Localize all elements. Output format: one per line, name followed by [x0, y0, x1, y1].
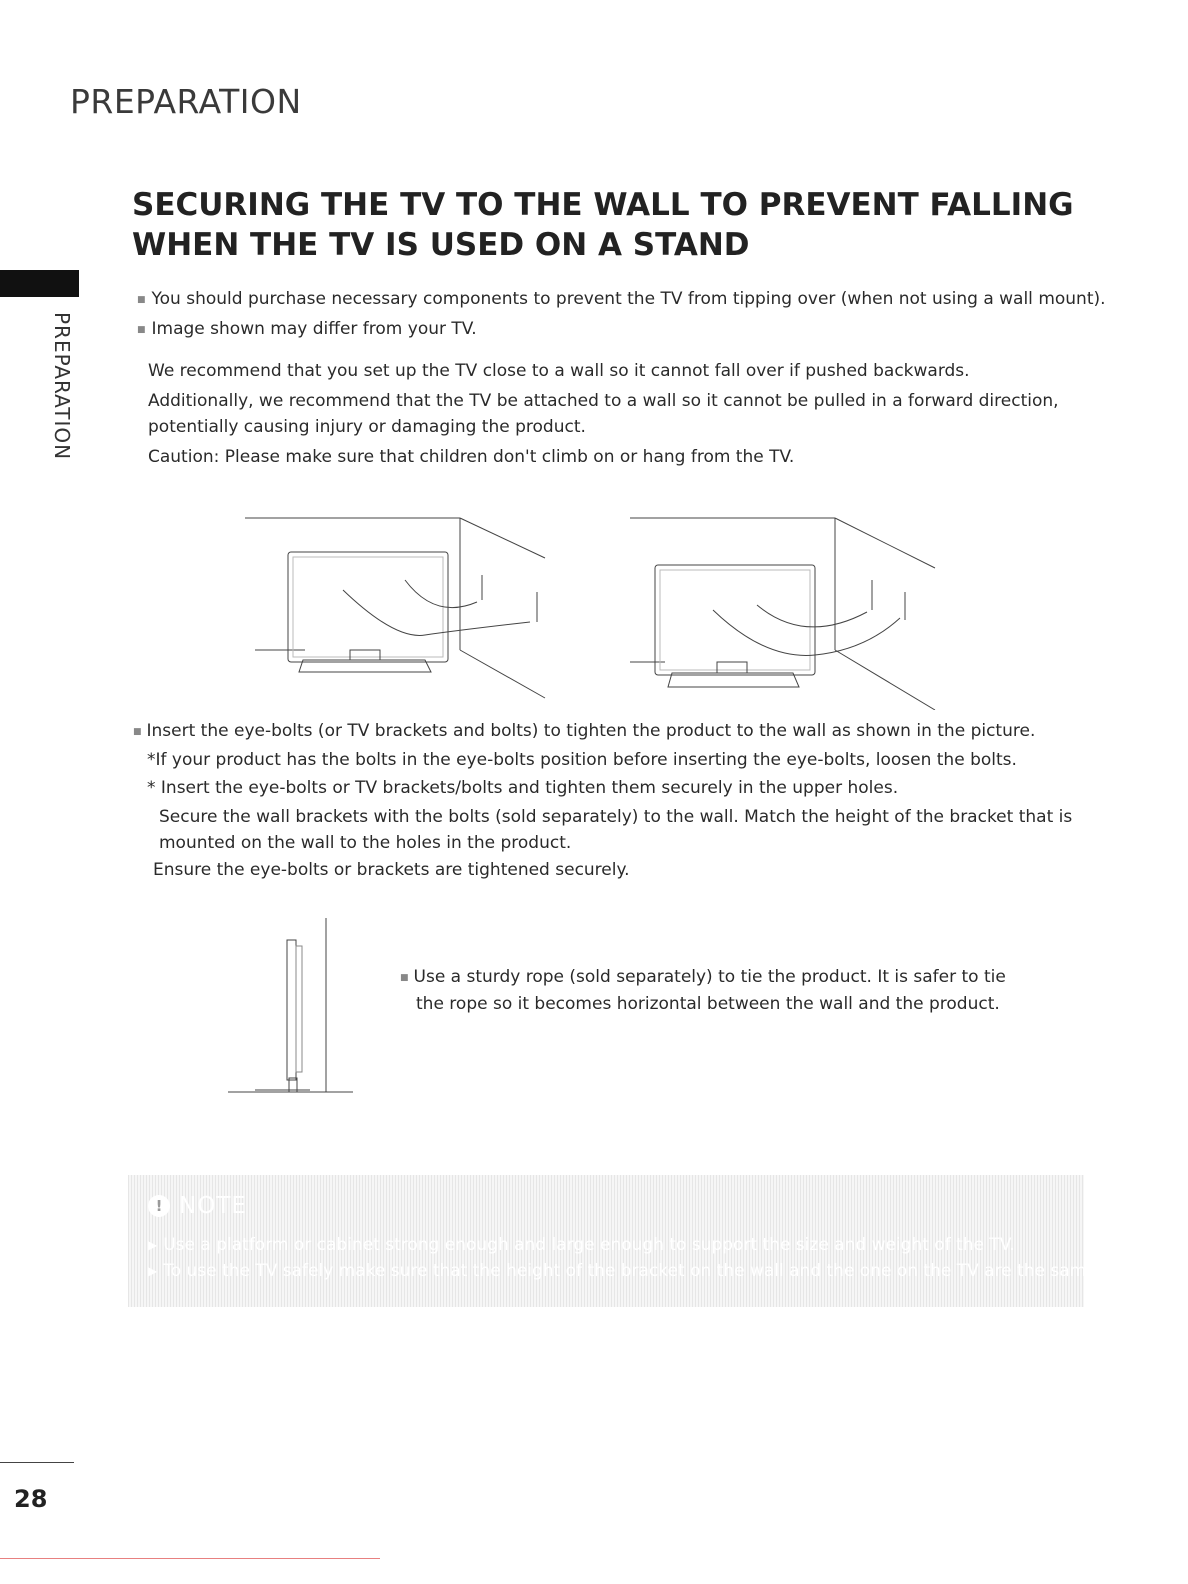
- page-number: 28: [14, 1485, 48, 1513]
- upper-holes-note: * Insert the eye-bolts or TV brackets/bolts and tighten them securely in the upper holes.: [147, 778, 899, 798]
- intro-bullets: [137, 285, 1106, 345]
- tv-wall-mount-illustration: [245, 510, 945, 710]
- eye-bolt-instructions: [133, 717, 1113, 884]
- footer-divider: [0, 1462, 74, 1463]
- arrow-right-icon: ▶: [148, 1264, 158, 1278]
- note-header: [148, 1193, 247, 1219]
- note-box: [128, 1175, 1103, 1307]
- note-item-platform: [148, 1235, 1015, 1255]
- section-header: PREPARATION: [70, 82, 302, 121]
- para-attach-to-wall: Additionally, we recommend that the TV be attached to a wall so it cannot be pulled in a forward direction, potentially causing injury or damaging the product.: [148, 391, 1059, 437]
- page-title-line2: WHEN THE TV IS USED ON A STAND: [132, 227, 750, 263]
- page-title-line1: SECURING THE TV TO THE WALL TO PREVENT FALLING: [132, 187, 1074, 223]
- para-caution: Caution: Please make sure that children don't climb on or hang from the TV.: [148, 447, 795, 467]
- tv-side-view-illustration: [225, 918, 355, 1094]
- bullet-image-differs: ■ Image shown may differ from your TV.: [137, 315, 1106, 345]
- side-tab-label: PREPARATION: [50, 312, 74, 461]
- note-label: NOTE: [179, 1193, 247, 1219]
- note-text-bracket-height: To use the TV safely make sure that the height of the bracket on the wall and the one on the TV are the same.: [163, 1261, 1103, 1281]
- ensure-tightened-step: Ensure the eye-bolts or brackets are tightened securely.: [153, 860, 630, 880]
- rope-line2: the rope so it becomes horizontal between the wall and the product.: [416, 994, 1000, 1014]
- recommendation-text: [148, 358, 1128, 474]
- rope-line1: ■ Use a sturdy rope (sold separately) to tie the product. It is safer to tie: [400, 964, 1020, 991]
- loosen-bolts-note: *If your product has the bolts in the eye-bolts position before inserting the eye-bolts, loosen the bolts.: [147, 750, 1017, 770]
- note-text-platform: Use a platform or cabinet strong enough and large enough to support the size and weight of the TV.: [163, 1235, 1015, 1255]
- note-item-bracket-height: [148, 1261, 1102, 1281]
- footer-accent-line: [0, 1558, 380, 1559]
- page-title: [132, 185, 1132, 265]
- exclamation-icon: !: [148, 1195, 170, 1217]
- arrow-right-icon: ▶: [148, 1238, 158, 1252]
- secure-brackets-step: Secure the wall brackets with the bolts (sold separately) to the wall. Match the height of the bracket that is mounted on the wall to the holes in the product.: [159, 807, 1073, 853]
- rope-instructions: [400, 964, 1020, 1017]
- para-close-to-wall: We recommend that you set up the TV close to a wall so it cannot fall over if pushed backwards.: [148, 361, 970, 381]
- insert-eye-bolts-step: ■ Insert the eye-bolts (or TV brackets and bolts) to tighten the product to the wall as shown in the picture.: [133, 717, 1113, 746]
- side-tab-marker: [0, 270, 79, 297]
- bullet-purchase: ■ You should purchase necessary components to prevent the TV from tipping over (when not using a wall mount).: [137, 285, 1106, 315]
